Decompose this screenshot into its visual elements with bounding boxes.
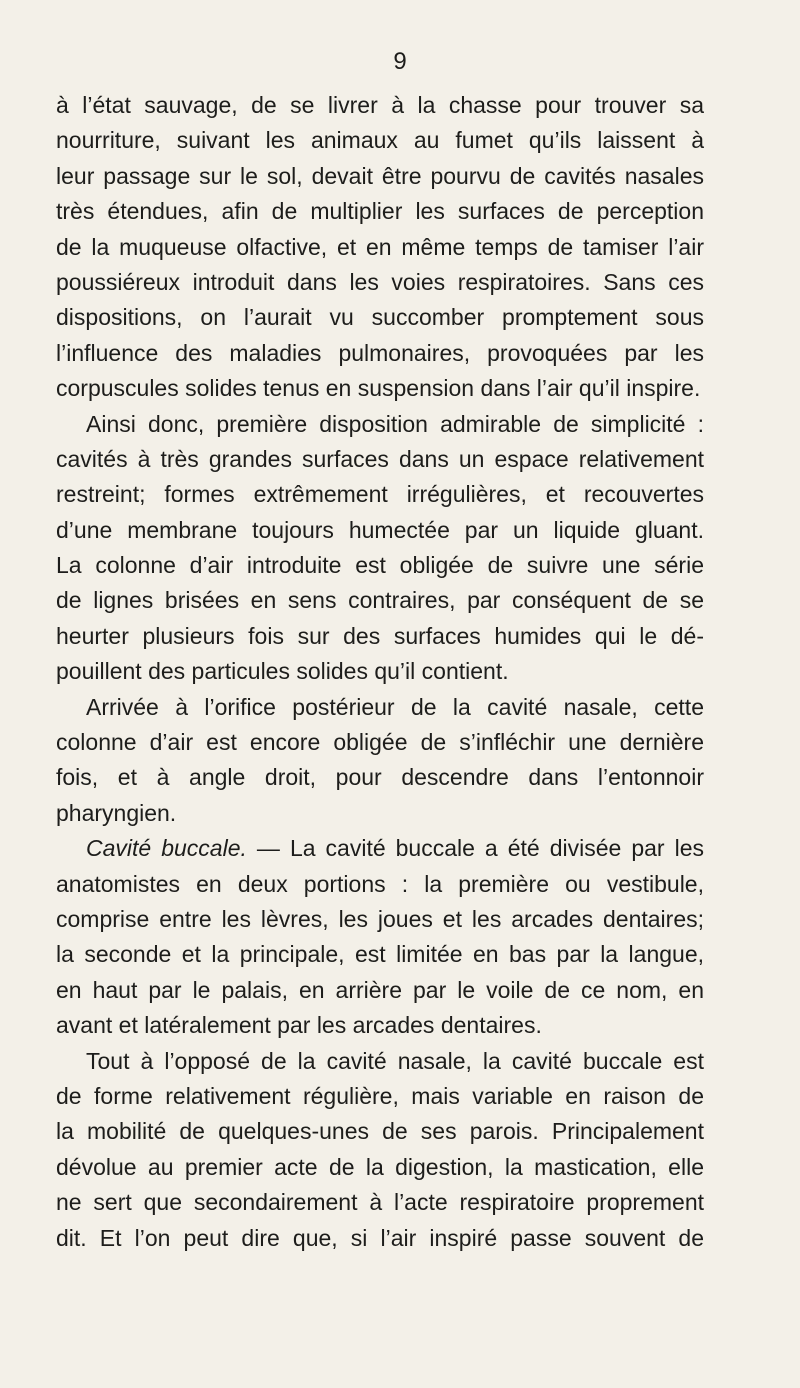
text-line: cavités à très grandes surfaces dans un espace relativement <box>56 445 704 472</box>
text-line: dévolue au premier acte de la digestion, la mastication, elle <box>56 1153 704 1180</box>
text-line: de la muqueuse olfactive, et en même temps de tamiser l’air <box>56 233 704 260</box>
text-line: nourriture, suivant les animaux au fumet qu’ils laissent à <box>56 127 704 154</box>
page-number: 9 <box>393 48 407 75</box>
text-line: la mobilité de quelques-unes de ses parois. Principalement <box>56 1118 704 1145</box>
text-line: poussiéreux introduit dans les voies respiratoires. Sans ces <box>56 268 704 295</box>
text-line: Ainsi donc, première disposition admirable de simplicité : <box>86 410 704 437</box>
text-line: corpuscules solides tenus en suspension dans l’air qu’il inspire. <box>56 375 701 402</box>
text-line: comprise entre les lèvres, les joues et les arcades dentaires; <box>56 905 704 932</box>
text-line-with-heading <box>56 831 704 866</box>
text-line: avant et latéralement par les arcades dentaires. <box>56 1012 542 1039</box>
text-line: dispositions, on l’aurait vu succomber promptement sous <box>56 304 704 331</box>
text-line: d’une membrane toujours humectée par un liquide gluant. <box>56 516 704 543</box>
text-line: colonne d’air est encore obligée de s’infléchir une dernière <box>56 729 704 756</box>
text-line: à l’état sauvage, de se livrer à la chasse pour trouver sa <box>56 92 704 118</box>
text-line: de forme relativement régulière, mais variable en raison de <box>56 1082 704 1109</box>
text-line: la seconde et la principale, est limitée en bas par la langue, <box>56 941 704 968</box>
text-line: heurter plusieurs fois sur des surfaces humides qui le dé- <box>56 622 704 649</box>
text-line: pouillent des particules solides qu’il contient. <box>56 658 509 685</box>
text-line: anatomistes en deux portions : la première ou vestibule, <box>56 870 704 897</box>
section-heading: Cavité buccale. <box>86 835 247 862</box>
text-line: La colonne d’air introduite est obligée de suivre une série <box>56 552 704 579</box>
text-line: leur passage sur le sol, devait être pourvu de cavités nasales <box>56 162 704 189</box>
text-line: de lignes brisées en sens contraires, par conséquent de se <box>56 587 704 614</box>
text-line: fois, et à angle droit, pour descendre dans l’entonnoir <box>56 764 704 791</box>
text-line: très étendues, afin de multiplier les surfaces de perception <box>56 198 704 225</box>
text-line-rest: — La cavité buccale a été divisée par les <box>256 835 704 862</box>
text-line: l’influence des maladies pulmonaires, provoquées par les <box>56 339 704 366</box>
text-line: Tout à l’opposé de la cavité nasale, la cavité buccale est <box>86 1047 704 1074</box>
text-line: en haut par le palais, en arrière par le voile de ce nom, en <box>56 976 704 1003</box>
text-line: ne sert que secondairement à l’acte respiratoire proprement <box>56 1189 704 1216</box>
text-line: restreint; formes extrêmement irrégulières, et recouvertes <box>56 481 704 508</box>
text-line: pharyngien. <box>56 799 177 826</box>
text-line: dit. Et l’on peut dire que, si l’air inspiré passe souvent de <box>56 1224 704 1251</box>
body-text <box>56 88 704 1256</box>
text-line: Arrivée à l’orifice postérieur de la cavité nasale, cette <box>86 693 704 720</box>
